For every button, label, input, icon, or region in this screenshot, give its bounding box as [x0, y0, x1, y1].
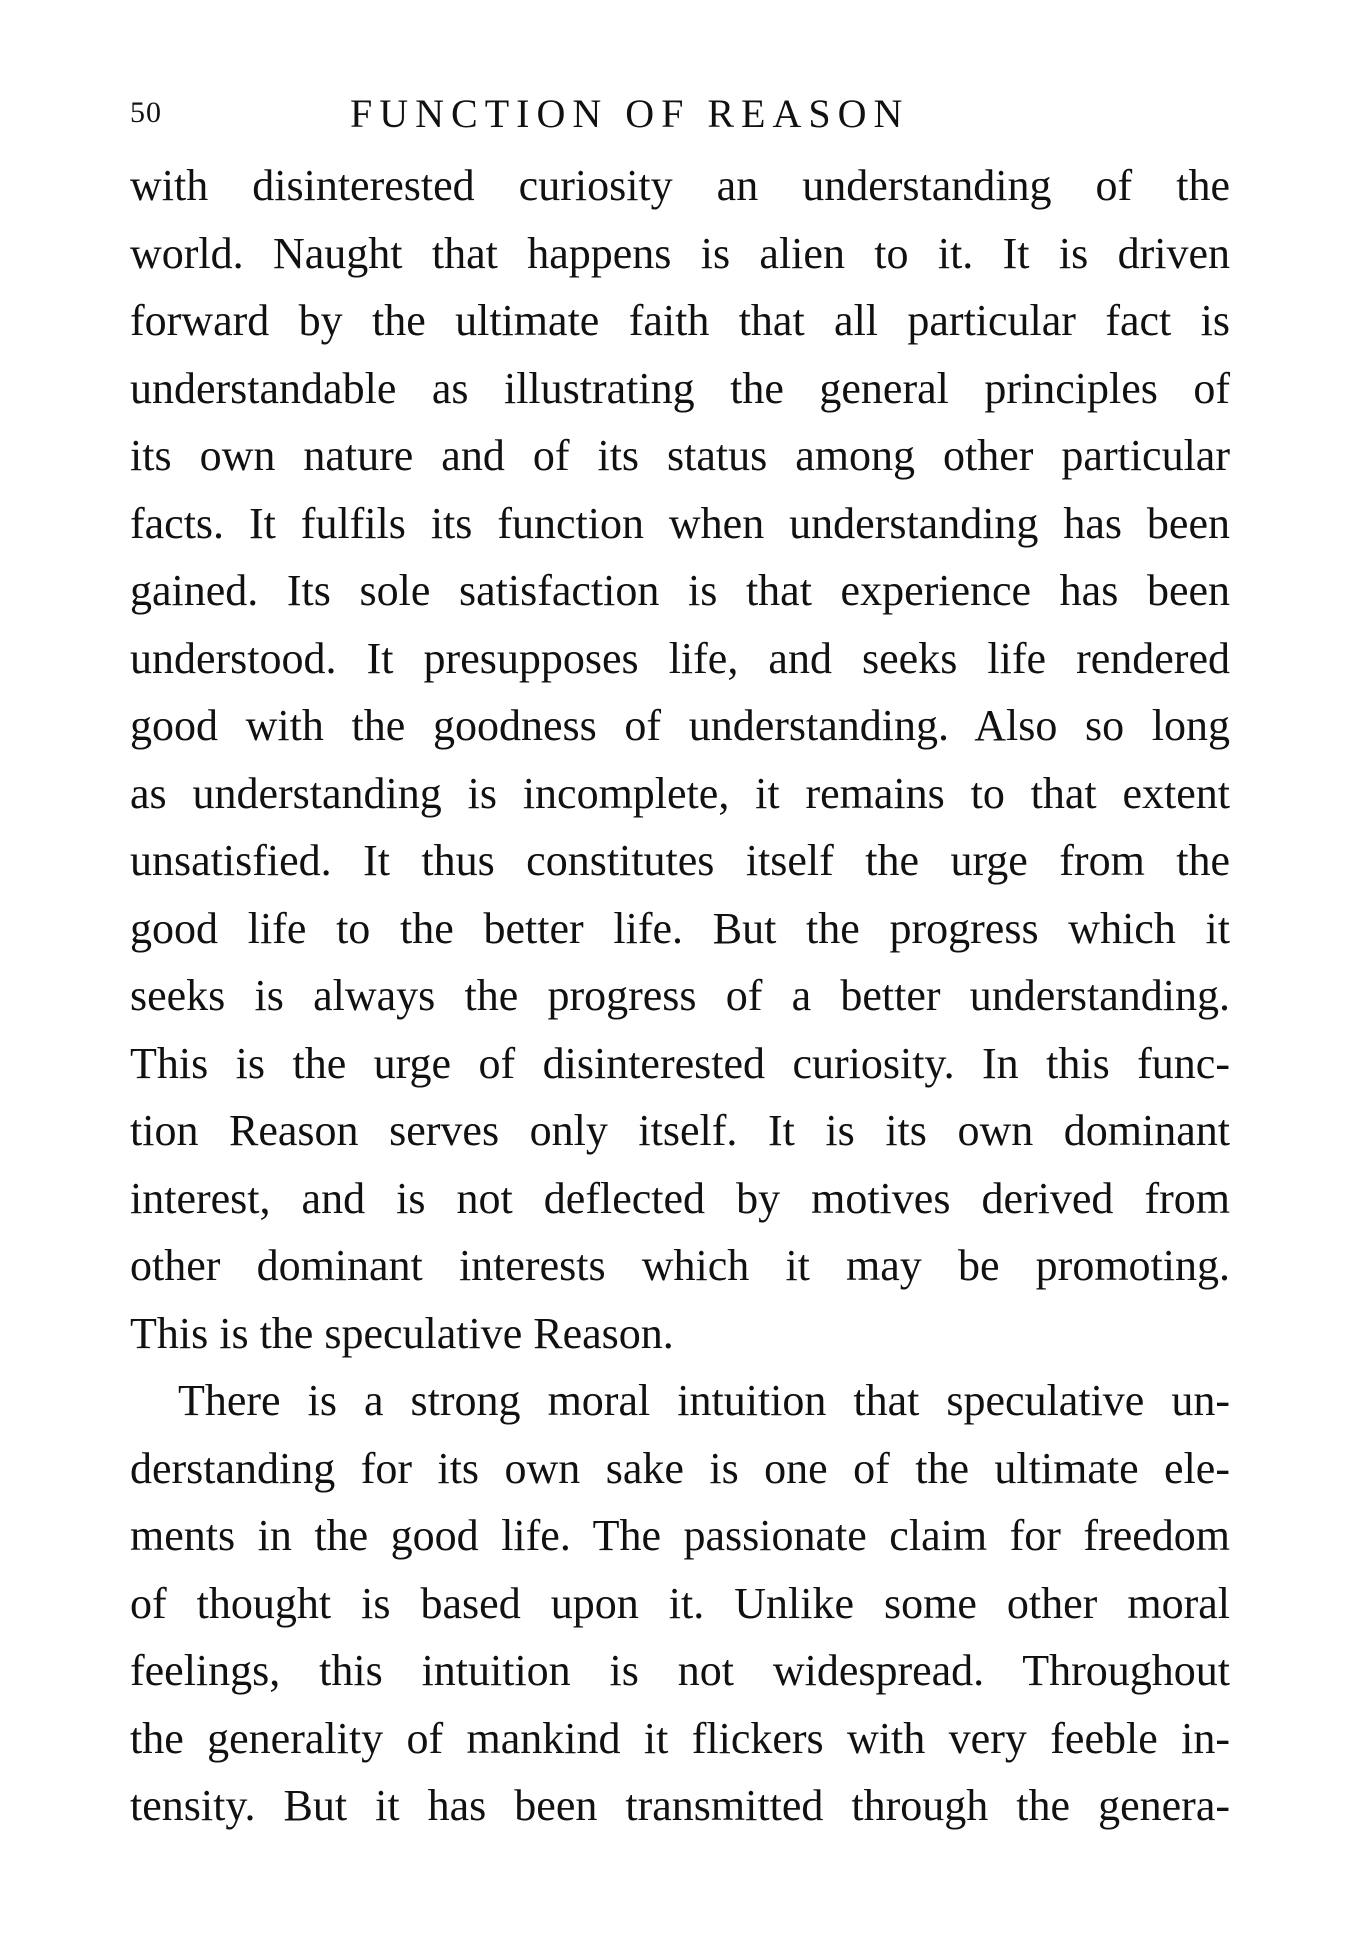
paragraph	[130, 1367, 1230, 1840]
text-line: understood. It presupposes life, and seeks life rendered	[130, 633, 1230, 683]
text-line: understandable as illustrating the general principles of	[130, 363, 1230, 413]
text-line: good with the goodness of understanding. Also so long	[130, 701, 1230, 750]
text-line: This is the urge of disinterested curiosity. In this func-	[130, 1038, 1230, 1088]
text-line: This is the speculative Reason.	[130, 1308, 674, 1358]
text-line: tion Reason serves only itself. It is its own dominant	[130, 1106, 1230, 1155]
text-line: tensity. But it has been transmitted through the genera-	[130, 1781, 1230, 1830]
text-line: gained. Its sole satisfaction is that experience has been	[130, 566, 1230, 615]
running-head	[130, 90, 1230, 150]
text-line: its own nature and of its status among other particular	[130, 431, 1230, 480]
text-line: facts. It fulfils its function when understanding has been	[130, 498, 1230, 548]
paragraph	[130, 152, 1230, 1367]
text-line: There is a strong moral intuition that speculative un-	[178, 1376, 1230, 1425]
text-line: ments in the good life. The passionate claim for freedom	[130, 1511, 1230, 1560]
text-line: other dominant interests which it may be promoting.	[130, 1241, 1230, 1290]
text-line: derstanding for its own sake is one of the ultimate ele-	[130, 1443, 1230, 1493]
text-line: world. Naught that happens is alien to it. It is driven	[130, 228, 1230, 278]
body-text	[130, 152, 1230, 1840]
text-line: with disinterested curiosity an understanding of the	[130, 161, 1230, 210]
text-line: good life to the better life. But the progress which it	[130, 903, 1230, 953]
page-number: 50	[130, 96, 162, 129]
text-line: of thought is based upon it. Unlike some other moral	[130, 1578, 1230, 1628]
text-line: as understanding is incomplete, it remains to that extent	[130, 768, 1230, 818]
text-line: feelings, this intuition is not widespread. Throughout	[130, 1646, 1230, 1695]
text-line: seeks is always the progress of a better understanding.	[130, 971, 1230, 1020]
text-line: interest, and is not deflected by motives derived from	[130, 1173, 1230, 1223]
text-line: the generality of mankind it flickers with very feeble in-	[130, 1713, 1230, 1763]
text-line: unsatisfied. It thus constitutes itself the urge from the	[130, 836, 1230, 885]
running-title: FUNCTION OF REASON	[350, 91, 910, 136]
text-line: forward by the ultimate faith that all particular fact is	[130, 296, 1230, 345]
